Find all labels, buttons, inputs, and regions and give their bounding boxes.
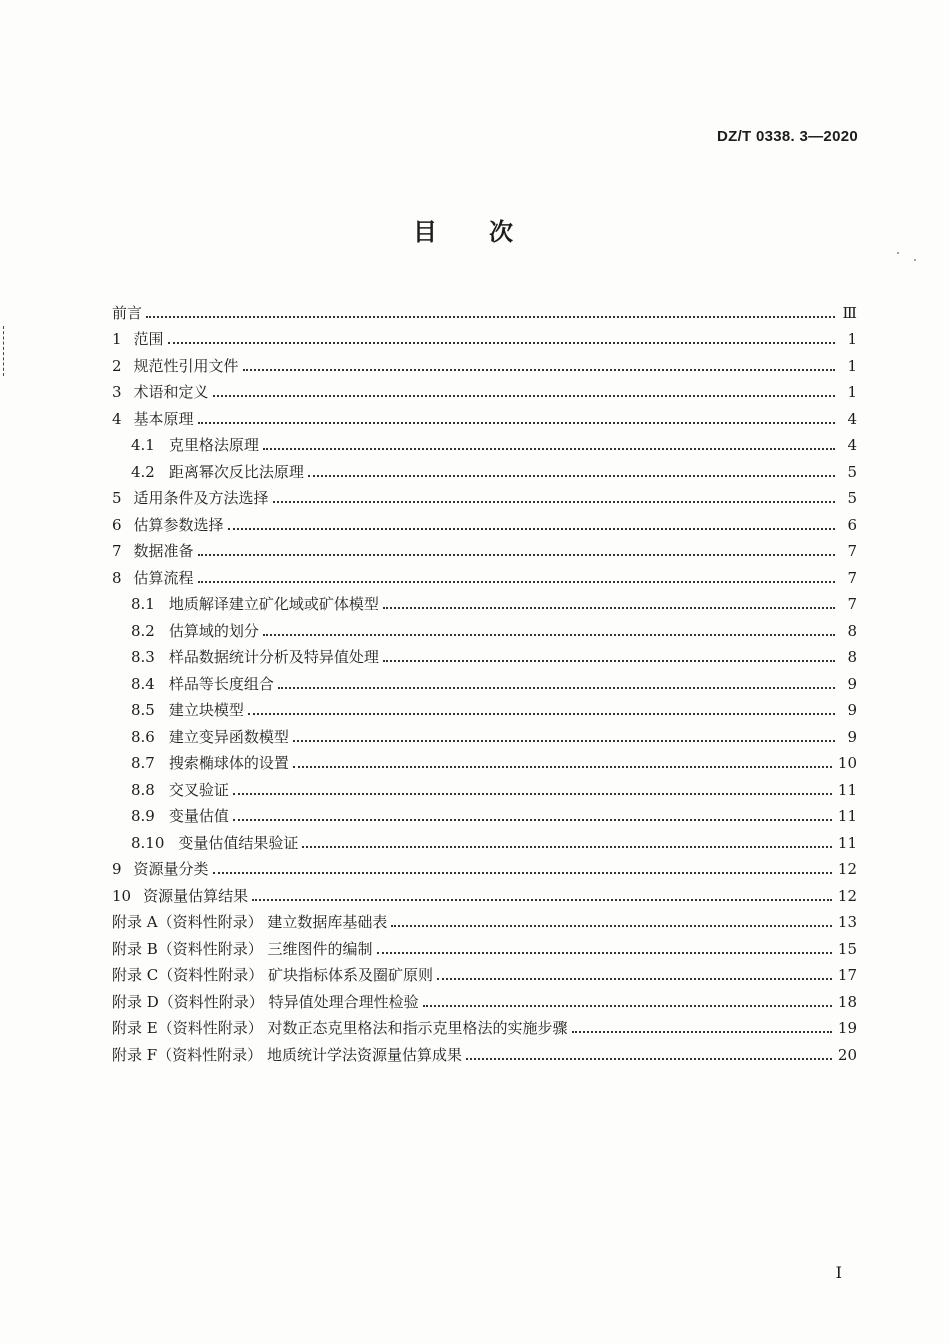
toc-entry[interactable]	[112, 1011, 857, 1038]
toc-dot-leader	[572, 1031, 832, 1033]
toc-dot-leader	[228, 528, 835, 530]
toc-entry[interactable]	[112, 878, 857, 905]
toc-entry[interactable]	[112, 348, 857, 375]
toc-dot-leader	[263, 634, 835, 636]
toc-entry-label: 地质解译建立矿化域或矿体模型	[168, 595, 379, 613]
toc-entry-label: 建立块模型	[168, 701, 244, 719]
toc-entry-number: 4.1	[131, 436, 155, 454]
toc-dot-leader	[263, 448, 835, 450]
toc-entry-number: 8.1	[131, 595, 155, 613]
toc-entry-page: 9	[847, 701, 857, 719]
toc-entry-number: 3	[112, 383, 122, 401]
toc-entry-page: 18	[837, 992, 857, 1011]
toc-entry-label: 附录 B（资料性附录） 三维图件的编制	[112, 939, 373, 958]
toc-dot-leader	[243, 369, 835, 371]
toc-dot-leader	[302, 846, 831, 848]
toc-entry-number: 7	[112, 542, 122, 560]
toc-entry-page: 5	[847, 462, 857, 481]
toc-entry-label: 变量估值结果验证	[178, 833, 299, 852]
toc-dot-leader	[198, 422, 835, 424]
toc-entry-label: 交叉验证	[168, 780, 229, 799]
toc-entry-page: 7	[847, 595, 857, 613]
toc-entry-label: 范围	[133, 330, 164, 348]
toc-entry-label: 术语和定义	[133, 383, 209, 401]
toc-entry[interactable]	[112, 454, 857, 481]
toc-dot-leader	[213, 395, 835, 397]
toc-entry-page: 13	[837, 913, 857, 931]
toc-entry-label: 适用条件及方法选择	[133, 489, 269, 507]
toc-entry-number: 10	[112, 886, 132, 905]
toc-entry-page: 15	[837, 939, 857, 958]
toc-entry[interactable]	[112, 640, 857, 667]
toc-entry-number: 8.6	[131, 727, 155, 746]
toc-entry[interactable]	[112, 587, 857, 614]
toc-entry-page: 4	[847, 436, 857, 454]
toc-entry-label: 估算流程	[133, 568, 194, 587]
toc-dot-leader	[233, 793, 832, 795]
toc-entry[interactable]	[112, 534, 857, 561]
toc-entry-page: 8	[847, 621, 857, 640]
scan-speck	[897, 252, 899, 254]
toc-entry-label: 样品数据统计分析及特异值处理	[168, 648, 379, 666]
toc-dot-leader	[293, 766, 832, 768]
toc-entry[interactable]	[112, 401, 857, 428]
toc-dot-leader	[252, 899, 832, 901]
toc-entry-page: 12	[837, 860, 857, 878]
toc-entry[interactable]	[112, 560, 857, 587]
toc-entry-label: 距离幂次反比法原理	[168, 462, 304, 481]
toc-entry-label: 附录 F（资料性附录） 地质统计学法资源量估算成果	[112, 1045, 462, 1064]
toc-entry-number: 4	[112, 409, 122, 428]
toc-dot-leader	[198, 581, 835, 583]
toc-entry[interactable]	[112, 693, 857, 720]
toc-entry-page: 9	[847, 674, 857, 693]
toc-entry[interactable]	[112, 746, 857, 773]
toc-dot-leader	[213, 872, 832, 874]
toc-entry[interactable]	[112, 613, 857, 640]
toc-entry-label: 估算参数选择	[133, 515, 224, 534]
toc-entry-page: 11	[837, 807, 857, 825]
toc-dot-leader	[293, 740, 835, 742]
toc-entry-page: 6	[847, 515, 857, 534]
toc-entry-page: 7	[847, 568, 857, 587]
toc-entry-number: 2	[112, 356, 122, 375]
toc-entry-label: 建立变异函数模型	[168, 727, 289, 746]
toc-entry-label: 搜索椭球体的设置	[168, 754, 289, 772]
toc-entry[interactable]	[112, 322, 857, 349]
toc-entry-page: 20	[837, 1045, 857, 1064]
page-title: 目次	[413, 218, 565, 246]
toc-entry-number: 8.8	[131, 780, 155, 799]
toc-entry[interactable]	[112, 295, 857, 322]
toc-dot-leader	[168, 342, 835, 344]
toc-dot-leader	[308, 475, 835, 477]
toc-entry-label: 附录 E（资料性附录） 对数正态克里格法和指示克里格法的实施步骤	[112, 1019, 568, 1037]
toc-entry-page: 9	[847, 727, 857, 746]
toc-entry-label: 样品等长度组合	[168, 674, 274, 693]
toc-entry-number: 8.4	[131, 674, 155, 693]
toc-entry-number: 8.2	[131, 621, 155, 640]
toc-entry-label: 估算域的划分	[168, 621, 259, 640]
toc-entry[interactable]	[112, 931, 857, 958]
toc-entry-page: 12	[837, 886, 857, 905]
toc-entry-page: 17	[837, 966, 857, 984]
toc-dot-leader	[278, 687, 835, 689]
document-code: DZ/T 0338. 3—2020	[716, 128, 858, 145]
toc-entry-page: 8	[847, 648, 857, 666]
toc-entry-page: Ⅲ	[842, 303, 857, 322]
table-of-contents	[112, 295, 857, 1064]
toc-entry-page: 1	[847, 330, 857, 348]
toc-entry[interactable]	[112, 958, 857, 985]
toc-entry[interactable]	[112, 481, 857, 508]
toc-entry-label: 规范性引用文件	[133, 356, 239, 375]
toc-entry-label: 附录 A（资料性附录） 建立数据库基础表	[112, 913, 388, 931]
toc-entry[interactable]	[112, 666, 857, 693]
toc-entry-number: 8	[112, 568, 122, 587]
toc-dot-leader	[273, 501, 835, 503]
toc-entry-label: 资源量分类	[133, 860, 209, 878]
binding-marks	[3, 326, 6, 376]
scan-speck	[914, 259, 916, 261]
toc-entry-label: 附录 C（资料性附录） 矿块指标体系及圈矿原则	[112, 966, 434, 984]
toc-entry-page: 1	[847, 383, 857, 401]
toc-dot-leader	[377, 952, 832, 954]
toc-entry[interactable]	[112, 799, 857, 826]
toc-entry-page: 7	[847, 542, 857, 560]
toc-dot-leader	[383, 607, 835, 609]
toc-entry-number: 8.3	[131, 648, 155, 666]
toc-entry-number: 4.2	[131, 462, 155, 481]
toc-entry-label: 变量估值	[168, 807, 229, 825]
toc-dot-leader	[233, 819, 832, 821]
toc-entry-page: 1	[847, 356, 857, 375]
toc-entry[interactable]	[112, 1037, 857, 1064]
toc-entry[interactable]	[112, 852, 857, 879]
toc-entry[interactable]	[112, 375, 857, 402]
toc-entry-page: 11	[837, 780, 857, 799]
toc-entry-page: 5	[847, 489, 857, 507]
toc-entry[interactable]	[112, 772, 857, 799]
toc-entry-number: 8.5	[131, 701, 155, 719]
toc-entry-number: 9	[112, 860, 122, 878]
toc-entry-label: 克里格法原理	[168, 436, 259, 454]
toc-dot-leader	[437, 978, 832, 980]
toc-dot-leader	[198, 554, 835, 556]
toc-entry-label: 附录 D（资料性附录） 特异值处理合理性检验	[112, 992, 419, 1011]
toc-entry-number: 8.9	[131, 807, 155, 825]
page-number: Ⅰ	[835, 1263, 842, 1282]
toc-entry-number: 6	[112, 515, 122, 534]
toc-entry[interactable]	[112, 719, 857, 746]
toc-entry-label: 基本原理	[133, 409, 194, 428]
toc-entry-number: 8.7	[131, 754, 155, 772]
toc-entry-label: 前言	[112, 303, 143, 322]
toc-entry-label: 资源量估算结果	[143, 886, 249, 905]
toc-entry[interactable]	[112, 428, 857, 455]
toc-entry[interactable]	[112, 905, 857, 932]
toc-entry-number: 1	[112, 330, 122, 348]
toc-entry[interactable]	[112, 984, 857, 1011]
toc-entry-page: 19	[837, 1019, 857, 1037]
toc-dot-leader	[391, 925, 832, 927]
toc-entry[interactable]	[112, 507, 857, 534]
toc-dot-leader	[423, 1005, 832, 1007]
toc-entry-page: 4	[847, 409, 857, 428]
toc-dot-leader	[466, 1058, 832, 1060]
toc-dot-leader	[146, 316, 835, 318]
toc-dot-leader	[383, 660, 835, 662]
toc-entry-page: 11	[837, 833, 857, 852]
toc-entry-label: 数据准备	[133, 542, 194, 560]
toc-entry-number: 5	[112, 489, 122, 507]
toc-dot-leader	[248, 713, 835, 715]
toc-entry[interactable]	[112, 825, 857, 852]
toc-entry-page: 10	[837, 754, 857, 772]
toc-entry-number: 8.10	[131, 833, 165, 852]
